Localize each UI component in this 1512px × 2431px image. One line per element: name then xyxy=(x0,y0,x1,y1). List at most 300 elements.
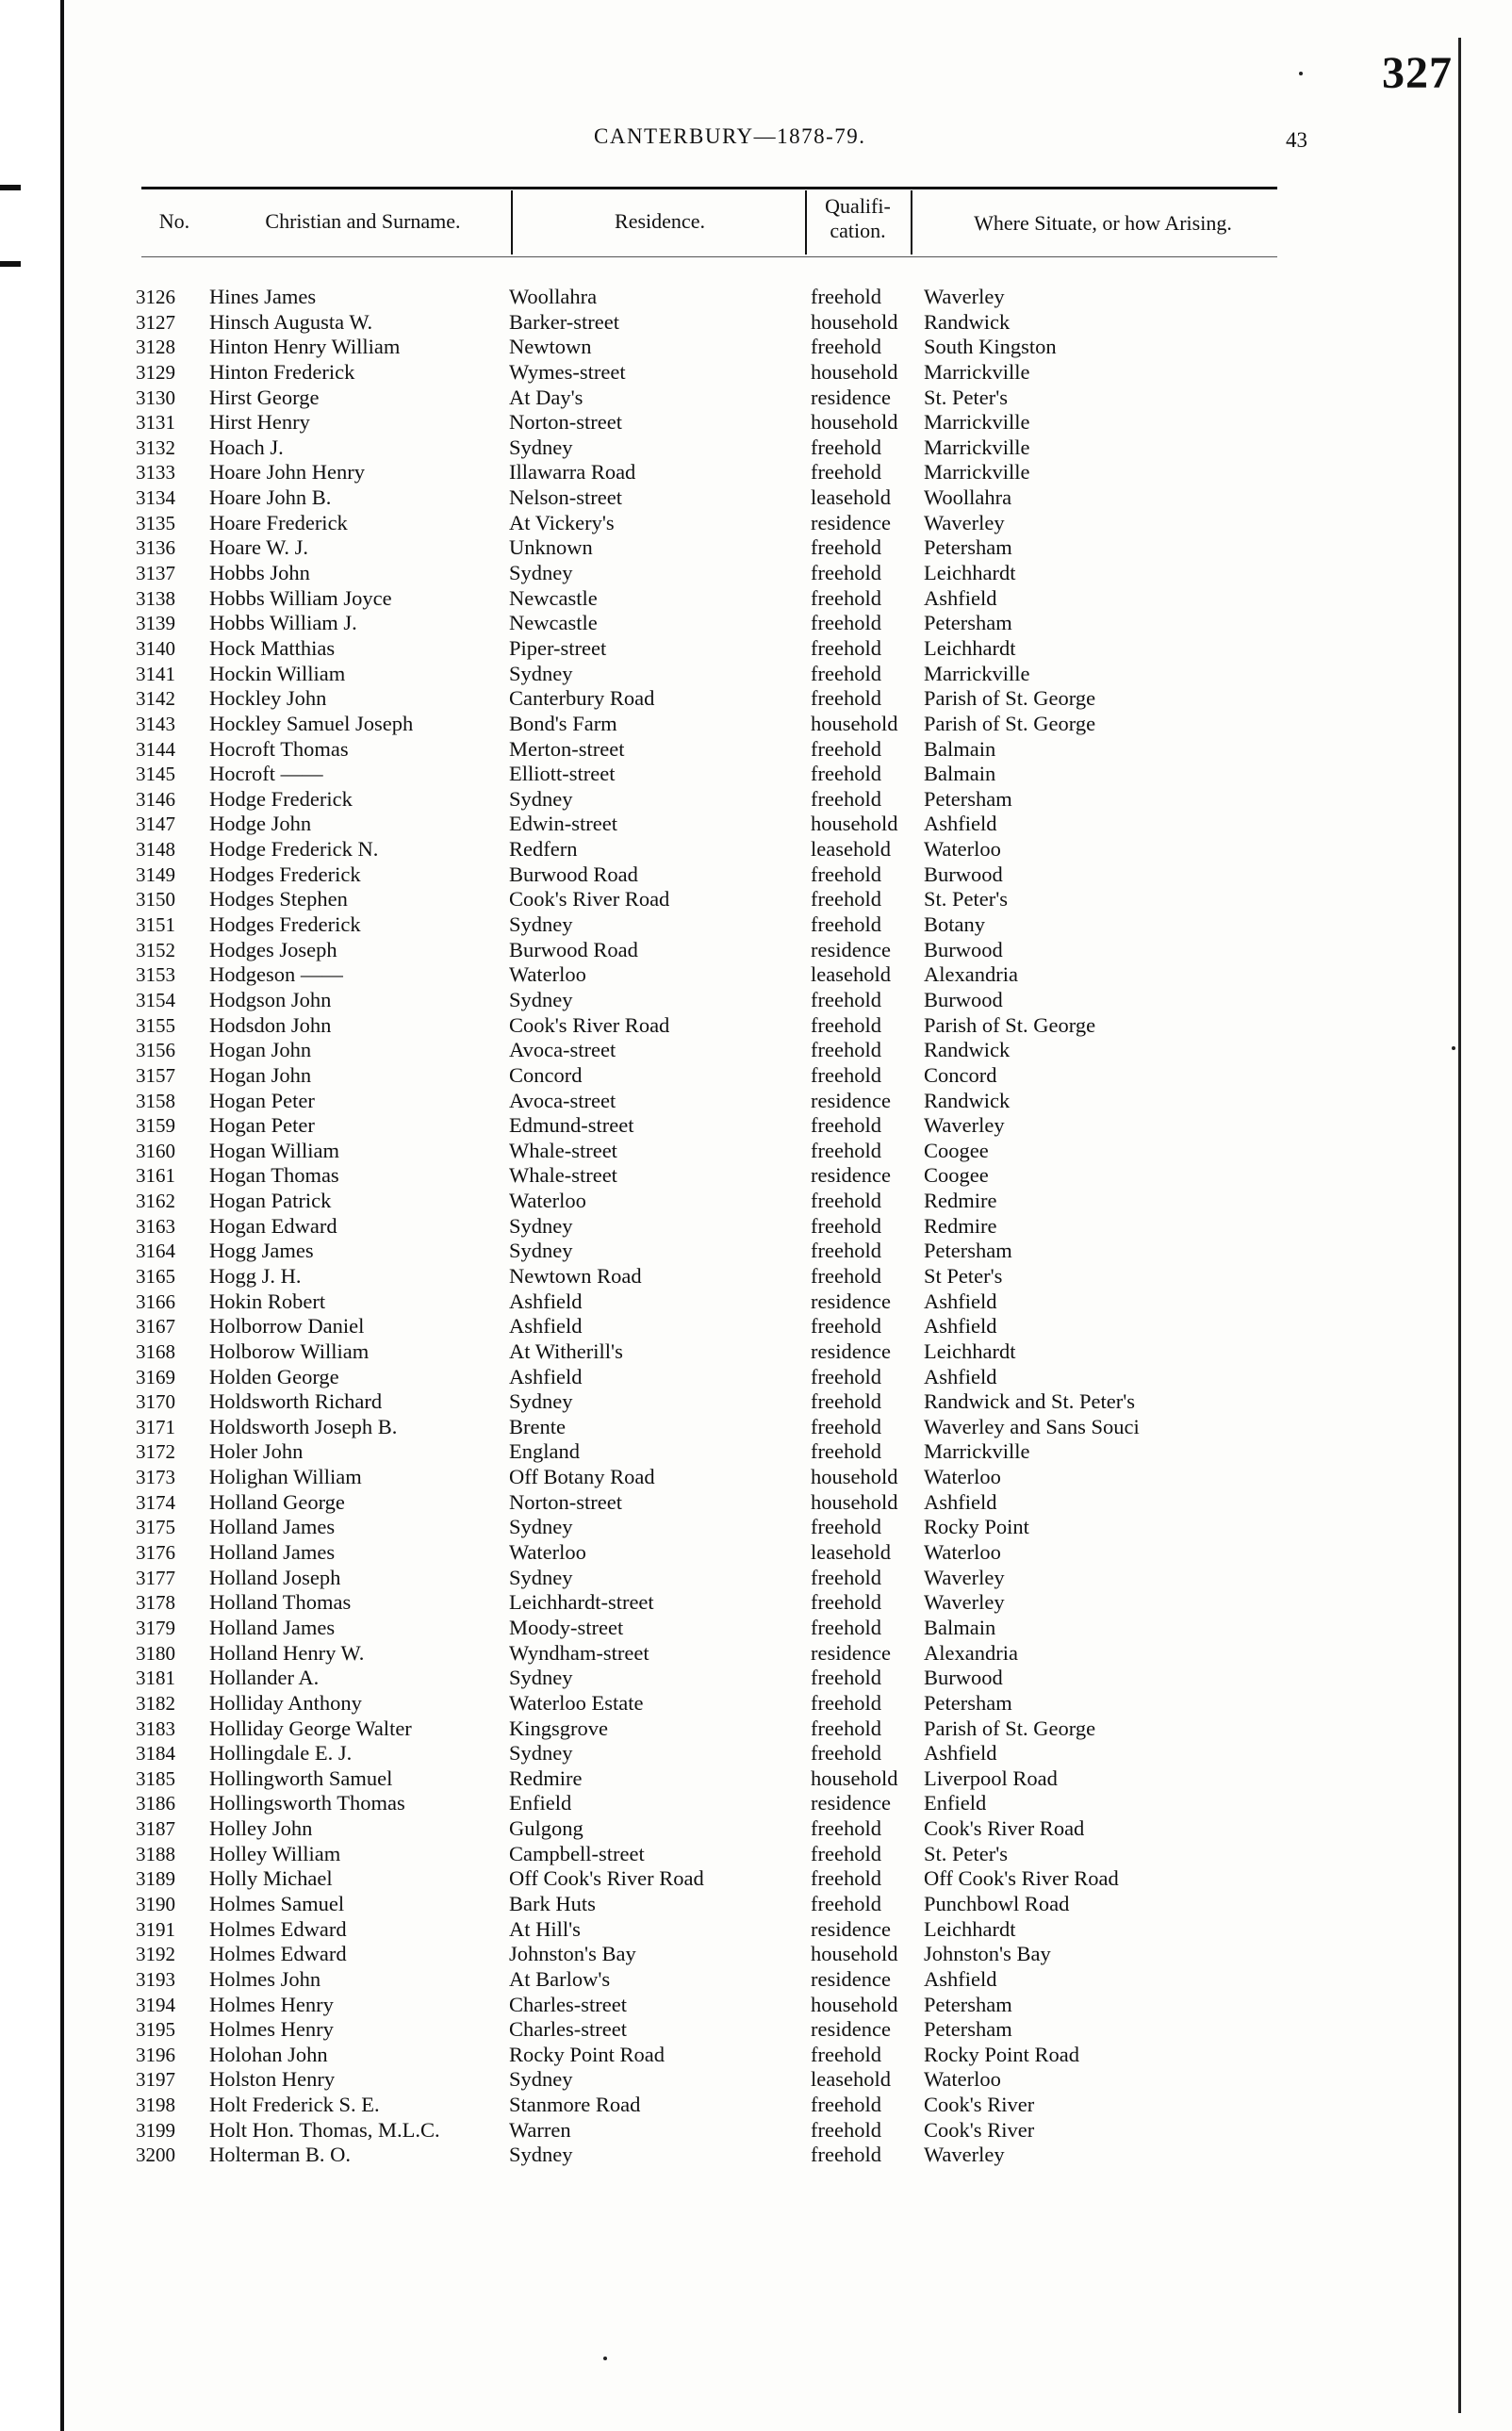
row-number: 3152 xyxy=(136,938,175,961)
row-name: Hobbs William J. xyxy=(209,611,357,635)
row-number: 3174 xyxy=(136,1490,175,1514)
row-name: Holmes Edward xyxy=(209,1942,347,1966)
row-name: Holmes Edward xyxy=(209,1916,347,1941)
row-qualification: freehold xyxy=(811,1841,881,1865)
row-qualification: residence xyxy=(811,510,891,534)
row-number: 3159 xyxy=(136,1114,175,1138)
row-qualification: residence xyxy=(811,1289,891,1313)
row-residence: Waterloo xyxy=(509,1189,586,1213)
table-row xyxy=(0,862,1512,888)
col-header-qualification xyxy=(807,194,909,243)
row-situate: Cook's River xyxy=(924,2117,1035,2142)
row-name: Hockin William xyxy=(209,661,346,685)
page-number: 43 xyxy=(1286,128,1307,152)
row-name: Holdsworth Richard xyxy=(209,1389,383,1414)
row-number: 3192 xyxy=(136,1943,175,1966)
row-number: 3139 xyxy=(136,612,175,635)
row-qualification: freehold xyxy=(811,1062,881,1087)
row-number: 3191 xyxy=(136,1917,175,1941)
row-situate: Johnston's Bay xyxy=(924,1942,1051,1966)
row-name: Holer John xyxy=(209,1439,304,1464)
row-name: Holliday George Walter xyxy=(209,1716,412,1740)
row-name: Holland James xyxy=(209,1540,336,1565)
row-number: 3150 xyxy=(136,888,175,912)
row-number: 3165 xyxy=(136,1264,175,1288)
row-name: Holly Michael xyxy=(209,1866,333,1891)
row-number: 3184 xyxy=(136,1742,175,1766)
row-residence: Sydney xyxy=(509,661,573,685)
row-qualification: freehold xyxy=(811,2117,881,2142)
row-residence: Unknown xyxy=(509,535,593,560)
table-row xyxy=(0,2043,1512,2068)
row-name: Hodges Joseph xyxy=(209,937,337,961)
row-situate: Waverley xyxy=(924,510,1005,534)
row-residence: Ashfield xyxy=(509,1364,583,1388)
row-number: 3199 xyxy=(136,2118,175,2142)
row-qualification: freehold xyxy=(811,1189,881,1213)
row-situate: Waverley xyxy=(924,1590,1005,1615)
col-header-qualification-line2: cation. xyxy=(830,219,886,242)
row-number: 3128 xyxy=(136,336,175,359)
table-row xyxy=(0,1892,1512,1917)
table-row xyxy=(0,1038,1512,1063)
row-name: Hock Matthias xyxy=(209,635,336,660)
table-row xyxy=(0,1566,1512,1591)
row-name: Hirst George xyxy=(209,385,320,409)
column-divider xyxy=(911,190,912,255)
row-situate: Balmain xyxy=(924,762,996,786)
row-qualification: freehold xyxy=(811,1690,881,1715)
table-row xyxy=(0,837,1512,862)
row-name: Holterman B. O. xyxy=(209,2143,351,2167)
row-number: 3196 xyxy=(136,2043,175,2066)
row-residence: Sydney xyxy=(509,1213,573,1238)
row-situate: Burwood xyxy=(924,1666,1003,1690)
table-row xyxy=(0,1089,1512,1114)
row-residence: Avoca-street xyxy=(509,1038,616,1062)
row-residence: At Hill's xyxy=(509,1916,581,1941)
table-row xyxy=(0,938,1512,963)
row-name: Hockley John xyxy=(209,686,327,711)
row-qualification: household xyxy=(811,309,898,334)
row-residence: Sydney xyxy=(509,1239,573,1263)
row-name: Hoare John Henry xyxy=(209,460,365,485)
row-number: 3187 xyxy=(136,1817,175,1841)
row-name: Hodges Frederick xyxy=(209,862,361,886)
row-situate: Marrickville xyxy=(924,435,1030,459)
row-situate: Petersham xyxy=(924,786,1012,811)
row-qualification: freehold xyxy=(811,1038,881,1062)
row-qualification: household xyxy=(811,359,898,384)
row-qualification: freehold xyxy=(811,887,881,912)
table-row xyxy=(0,1691,1512,1716)
row-residence: Concord xyxy=(509,1062,583,1087)
row-name: Hogg James xyxy=(209,1239,314,1263)
row-qualification: freehold xyxy=(811,2093,881,2117)
row-situate: Off Cook's River Road xyxy=(924,1866,1119,1891)
table-row xyxy=(0,1163,1512,1189)
table-row xyxy=(0,2118,1512,2144)
row-name: Hodgson John xyxy=(209,987,332,1011)
row-qualification: freehold xyxy=(811,1590,881,1615)
row-residence: Edmund-street xyxy=(509,1113,634,1138)
row-number: 3145 xyxy=(136,763,175,786)
row-residence: Sydney xyxy=(509,1741,573,1766)
row-residence: Gulgong xyxy=(509,1816,583,1841)
row-number: 3140 xyxy=(136,636,175,660)
row-qualification: household xyxy=(811,1489,898,1514)
row-residence: Elliott-street xyxy=(509,762,616,786)
row-number: 3126 xyxy=(136,286,175,308)
row-number: 3175 xyxy=(136,1516,175,1539)
row-name: Holighan William xyxy=(209,1465,362,1489)
row-number: 3149 xyxy=(136,862,175,886)
row-situate: Marrickville xyxy=(924,460,1030,485)
row-name: Holland James xyxy=(209,1615,336,1639)
row-residence: Johnston's Bay xyxy=(509,1942,636,1966)
row-number: 3136 xyxy=(136,536,175,560)
row-number: 3151 xyxy=(136,913,175,937)
row-number: 3163 xyxy=(136,1214,175,1238)
row-number: 3169 xyxy=(136,1365,175,1388)
row-residence: Whale-street xyxy=(509,1138,617,1162)
row-number: 3200 xyxy=(136,2144,175,2167)
row-qualification: freehold xyxy=(811,1515,881,1539)
row-number: 3176 xyxy=(136,1541,175,1565)
row-residence: England xyxy=(509,1439,580,1464)
col-header-name: Christian and Surname. xyxy=(265,209,461,233)
row-qualification: freehold xyxy=(811,862,881,886)
table-row xyxy=(0,586,1512,612)
row-situate: Marrickville xyxy=(924,661,1030,685)
row-residence: At Witherill's xyxy=(509,1339,623,1363)
row-residence: Piper-street xyxy=(509,635,607,660)
row-situate: Petersham xyxy=(924,1239,1012,1263)
row-qualification: freehold xyxy=(811,1439,881,1464)
table-row xyxy=(0,812,1512,837)
table-row xyxy=(0,988,1512,1013)
row-name: Holley William xyxy=(209,1841,341,1865)
row-residence: Sydney xyxy=(509,435,573,459)
row-residence: Sydney xyxy=(509,561,573,585)
row-situate: St. Peter's xyxy=(924,887,1009,912)
row-number: 3155 xyxy=(136,1013,175,1037)
row-name: Hocroft —— xyxy=(209,762,323,786)
row-qualification: leasehold xyxy=(811,837,891,862)
row-residence: Sydney xyxy=(509,1389,573,1414)
row-situate: Waterloo xyxy=(924,1540,1001,1565)
row-residence: Ashfield xyxy=(509,1314,583,1339)
table-row xyxy=(0,1666,1512,1691)
table-row xyxy=(0,1766,1512,1792)
row-number: 3133 xyxy=(136,461,175,485)
row-name: Hodge Frederick xyxy=(209,786,353,811)
row-number: 3143 xyxy=(136,712,175,735)
row-number: 3178 xyxy=(136,1591,175,1615)
row-residence: Stanmore Road xyxy=(509,2093,641,2117)
row-situate: Petersham xyxy=(924,1690,1012,1715)
row-residence: Sydney xyxy=(509,786,573,811)
row-number: 3197 xyxy=(136,2068,175,2092)
row-qualification: freehold xyxy=(811,762,881,786)
row-number: 3135 xyxy=(136,511,175,534)
row-residence: Barker-street xyxy=(509,309,619,334)
row-number: 3179 xyxy=(136,1616,175,1639)
row-residence: Illawarra Road xyxy=(509,460,636,485)
row-residence: Edwin-street xyxy=(509,812,617,836)
row-residence: Sydney xyxy=(509,1515,573,1539)
row-qualification: household xyxy=(811,1942,898,1966)
row-situate: Ashfield xyxy=(924,1364,997,1388)
row-residence: Sydney xyxy=(509,912,573,937)
row-situate: Ashfield xyxy=(924,1741,997,1766)
folio-number: 327 xyxy=(1382,48,1453,98)
row-name: Hobbs William Joyce xyxy=(209,585,392,610)
row-qualification: freehold xyxy=(811,1615,881,1639)
row-name: Hogg J. H. xyxy=(209,1263,302,1288)
row-situate: South Kingston xyxy=(924,335,1057,359)
row-situate: Marrickville xyxy=(924,359,1030,384)
row-name: Hodge Frederick N. xyxy=(209,837,379,862)
col-header-qualification-line1: Qualifi- xyxy=(825,194,891,218)
header-bottom-rule xyxy=(141,256,1277,257)
row-number: 3166 xyxy=(136,1289,175,1313)
row-qualification: freehold xyxy=(811,285,881,308)
row-qualification: household xyxy=(811,1465,898,1489)
row-situate: Woollahra xyxy=(924,485,1012,510)
row-residence: Sydney xyxy=(509,1565,573,1589)
row-qualification: freehold xyxy=(811,1716,881,1740)
row-residence: Newtown Road xyxy=(509,1263,642,1288)
row-situate: Cook's River Road xyxy=(924,1816,1085,1841)
row-name: Hines James xyxy=(209,285,317,308)
table-row xyxy=(0,912,1512,938)
row-residence: Burwood Road xyxy=(509,862,638,886)
ink-speck xyxy=(1452,1046,1455,1050)
row-number: 3195 xyxy=(136,2018,175,2042)
table-row xyxy=(0,1490,1512,1516)
row-number: 3172 xyxy=(136,1440,175,1464)
row-name: Holmes Samuel xyxy=(209,1892,345,1915)
row-residence: Bond's Farm xyxy=(509,711,617,735)
row-situate: Ashfield xyxy=(924,1314,997,1339)
table-row xyxy=(0,662,1512,687)
row-name: Hinton Henry William xyxy=(209,335,401,359)
row-name: Holborrow Daniel xyxy=(209,1314,365,1339)
row-situate: Leichhardt xyxy=(924,1339,1016,1363)
ink-speck xyxy=(1299,72,1303,75)
row-residence: Kingsgrove xyxy=(509,1716,608,1740)
row-name: Holdsworth Joseph B. xyxy=(209,1414,398,1438)
row-residence: Campbell-street xyxy=(509,1841,645,1865)
row-situate: Redmire xyxy=(924,1189,997,1213)
row-qualification: freehold xyxy=(811,1314,881,1339)
row-number: 3127 xyxy=(136,310,175,334)
table-row xyxy=(0,1365,1512,1390)
table-row xyxy=(0,1842,1512,1867)
row-situate: Petersham xyxy=(924,1992,1012,2016)
row-residence: Norton-street xyxy=(509,1489,622,1514)
row-residence: Enfield xyxy=(509,1791,572,1815)
row-qualification: freehold xyxy=(811,1213,881,1238)
row-name: Hobbs John xyxy=(209,561,310,585)
row-qualification: freehold xyxy=(811,1741,881,1766)
row-qualification: household xyxy=(811,1766,898,1790)
row-situate: Waverley xyxy=(924,1565,1005,1589)
row-situate: Waverley xyxy=(924,1113,1005,1138)
row-name: Hogan Peter xyxy=(209,1088,315,1112)
table-row xyxy=(0,1415,1512,1440)
row-name: Holland Joseph xyxy=(209,1565,341,1589)
row-situate: Randwick xyxy=(924,1088,1011,1112)
register-rows xyxy=(0,285,1512,2168)
row-number: 3177 xyxy=(136,1566,175,1589)
row-qualification: freehold xyxy=(811,535,881,560)
table-row xyxy=(0,1741,1512,1766)
row-number: 3154 xyxy=(136,988,175,1011)
row-qualification: household xyxy=(811,711,898,735)
row-name: Holmes Henry xyxy=(209,2017,334,2042)
table-row xyxy=(0,511,1512,536)
row-qualification: freehold xyxy=(811,912,881,937)
row-situate: Burwood xyxy=(924,862,1003,886)
table-row xyxy=(0,310,1512,336)
table-row xyxy=(0,887,1512,912)
table-row xyxy=(0,686,1512,712)
row-qualification: freehold xyxy=(811,1866,881,1891)
table-row xyxy=(0,1389,1512,1415)
row-qualification: freehold xyxy=(811,1263,881,1288)
row-situate: Rocky Point Road xyxy=(924,2042,1080,2066)
table-row xyxy=(0,2143,1512,2168)
row-situate: Liverpool Road xyxy=(924,1766,1058,1790)
row-number: 3168 xyxy=(136,1339,175,1363)
row-residence: Moody-street xyxy=(509,1615,624,1639)
row-name: Hocroft Thomas xyxy=(209,736,349,761)
row-qualification: freehold xyxy=(811,335,881,359)
row-situate: Leichhardt xyxy=(924,635,1016,660)
row-qualification: residence xyxy=(811,1791,891,1815)
row-number: 3189 xyxy=(136,1867,175,1891)
row-number: 3162 xyxy=(136,1190,175,1213)
row-qualification: leasehold xyxy=(811,485,891,510)
row-situate: Balmain xyxy=(924,1615,996,1639)
row-qualification: residence xyxy=(811,937,891,961)
table-row xyxy=(0,962,1512,988)
row-residence: Waterloo xyxy=(509,962,586,987)
table-row xyxy=(0,1616,1512,1641)
table-row xyxy=(0,1641,1512,1667)
row-name: Hogan Thomas xyxy=(209,1163,339,1188)
row-qualification: freehold xyxy=(811,661,881,685)
row-name: Hogan Peter xyxy=(209,1113,315,1138)
row-situate: St. Peter's xyxy=(924,385,1009,409)
table-row xyxy=(0,1139,1512,1164)
row-situate: Petersham xyxy=(924,535,1012,560)
row-name: Hirst Henry xyxy=(209,410,310,435)
row-residence: Cook's River Road xyxy=(509,1012,670,1037)
row-name: Hodges Frederick xyxy=(209,912,361,937)
row-name: Holborow William xyxy=(209,1339,370,1363)
row-qualification: residence xyxy=(811,385,891,409)
row-residence: Canterbury Road xyxy=(509,686,655,711)
row-number: 3138 xyxy=(136,586,175,610)
col-header-no: No. xyxy=(158,209,190,233)
row-name: Hockley Samuel Joseph xyxy=(209,711,414,735)
table-row xyxy=(0,1314,1512,1339)
row-situate: Ashfield xyxy=(924,585,997,610)
row-number: 3161 xyxy=(136,1164,175,1188)
row-name: Holland George xyxy=(209,1489,345,1514)
row-situate: St Peter's xyxy=(924,1263,1003,1288)
row-residence: Cook's River Road xyxy=(509,887,670,912)
table-row xyxy=(0,1339,1512,1365)
row-situate: Petersham xyxy=(924,2017,1012,2042)
row-qualification: freehold xyxy=(811,1565,881,1589)
row-name: Hogan William xyxy=(209,1138,340,1162)
row-residence: Sydney xyxy=(509,2067,573,2092)
row-situate: Marrickville xyxy=(924,1439,1030,1464)
table-row xyxy=(0,1289,1512,1315)
row-qualification: freehold xyxy=(811,435,881,459)
row-name: Hinton Frederick xyxy=(209,359,355,384)
table-row xyxy=(0,1214,1512,1240)
row-number: 3194 xyxy=(136,1993,175,2016)
row-qualification: residence xyxy=(811,1966,891,1991)
row-residence: Wymes-street xyxy=(509,359,626,384)
row-residence: Leichhardt-street xyxy=(509,1590,654,1615)
table-row xyxy=(0,2067,1512,2093)
table-row xyxy=(0,460,1512,485)
table-row xyxy=(0,787,1512,813)
row-qualification: residence xyxy=(811,1916,891,1941)
row-residence: Off Botany Road xyxy=(509,1465,655,1489)
row-residence: Avoca-street xyxy=(509,1088,616,1112)
row-situate: Parish of St. George xyxy=(924,1716,1096,1740)
row-situate: Ashfield xyxy=(924,1289,997,1313)
table-row xyxy=(0,1439,1512,1465)
table-row xyxy=(0,1590,1512,1616)
row-situate: Waterloo xyxy=(924,837,1001,862)
row-qualification: freehold xyxy=(811,736,881,761)
row-qualification: freehold xyxy=(811,1414,881,1438)
row-qualification: freehold xyxy=(811,2143,881,2167)
row-qualification: freehold xyxy=(811,460,881,485)
row-number: 3134 xyxy=(136,486,175,510)
table-row xyxy=(0,1716,1512,1742)
row-name: Holohan John xyxy=(209,2042,328,2066)
row-qualification: residence xyxy=(811,2017,891,2042)
row-qualification: freehold xyxy=(811,1389,881,1414)
row-residence: Redmire xyxy=(509,1766,583,1790)
row-situate: Petersham xyxy=(924,611,1012,635)
row-qualification: freehold xyxy=(811,1239,881,1263)
row-name: Hogan John xyxy=(209,1062,312,1087)
table-row xyxy=(0,561,1512,586)
row-residence: Burwood Road xyxy=(509,937,638,961)
row-qualification: freehold xyxy=(811,786,881,811)
row-name: Hogan Patrick xyxy=(209,1189,332,1213)
table-row xyxy=(0,335,1512,360)
row-number: 3180 xyxy=(136,1641,175,1665)
row-situate: Burwood xyxy=(924,937,1003,961)
table-row xyxy=(0,435,1512,461)
row-qualification: leasehold xyxy=(811,962,891,987)
table-row xyxy=(0,1465,1512,1490)
table-row xyxy=(0,1113,1512,1139)
row-qualification: leasehold xyxy=(811,1540,891,1565)
row-number: 3173 xyxy=(136,1466,175,1489)
